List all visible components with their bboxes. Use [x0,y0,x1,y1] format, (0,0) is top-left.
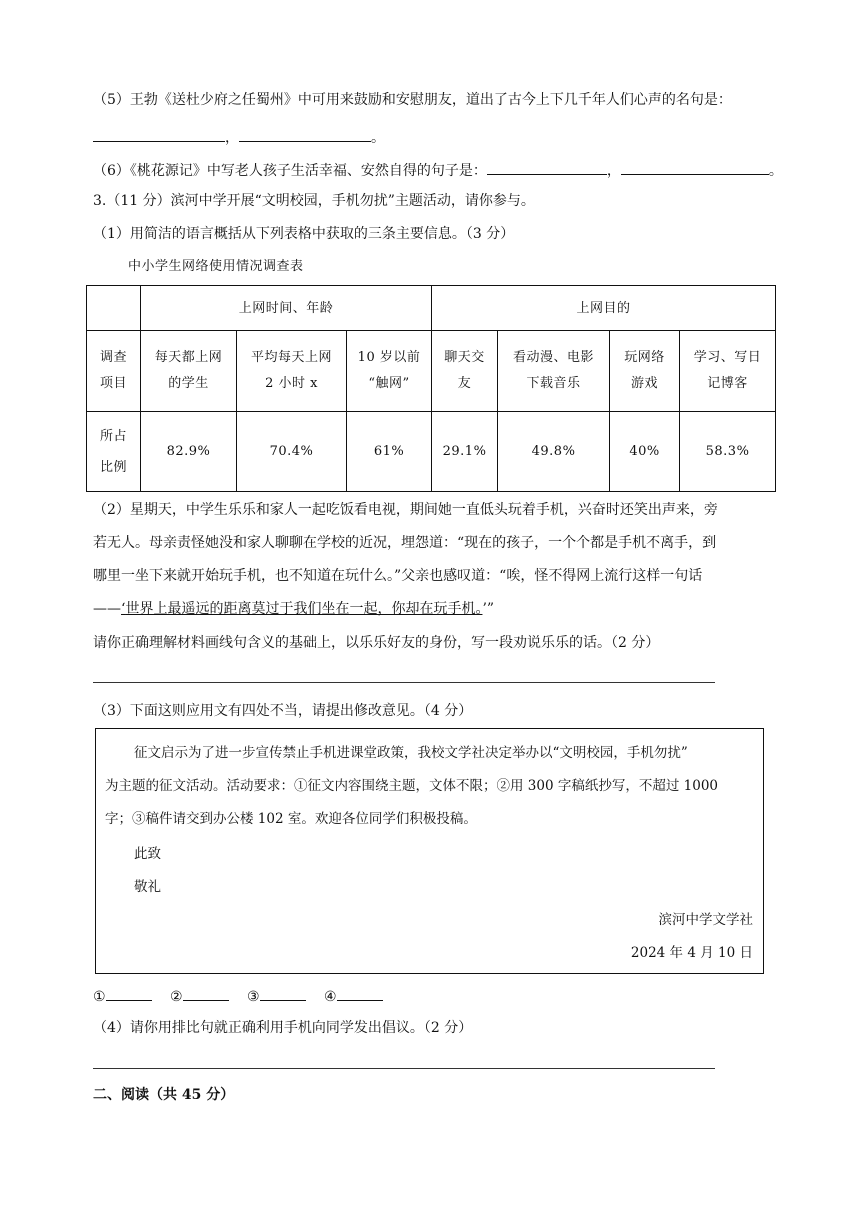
terminator: 。 [371,130,385,146]
table-title: 中小学生网络使用情况调查表 [128,259,304,274]
notice-box [95,728,764,974]
table-cell-value: 29.1% [432,412,498,492]
q3-sub2-task: 请你正确理解材料画线句含义的基础上，以乐乐好友的身份，写一段劝说乐乐的话。（2 分） [93,635,660,651]
q3-sub2-line1: （2）星期天，中学生乐乐和家人一起吃饭看电视，期间她一直低头玩着手机，兴奋时还笑出声来，旁 [93,502,718,518]
answer-blank[interactable] [106,986,152,1001]
answer-blanks-row [93,986,397,1006]
table-group-header: 上网目的 [432,286,776,331]
answer-line[interactable] [93,682,715,683]
dash: —— [93,601,121,617]
answer-blank[interactable] [487,160,607,175]
survey-table [86,285,776,492]
answer-blank[interactable] [183,986,229,1001]
notice-line: 征文启示为了进一步宣传禁止手机进课堂政策，我校文学社决定举办以“文明校园，手机勿扰” [134,745,688,761]
answer-mark: ① [93,989,106,1005]
q2-item6-text: （6）《桃花源记》中写老人孩子生活幸福、安然自得的句子是： [93,163,487,179]
notice-closing: 敬礼 [134,879,161,895]
answer-mark: ③ [247,989,260,1005]
table-cell-value: 70.4% [237,412,347,492]
table-column-header: 10 岁以前 “触网” [347,331,432,412]
table-cell-value: 61% [347,412,432,492]
answer-mark: ② [170,989,183,1005]
q3-sub2-line2: 若无人。母亲责怪她没和家人聊聊在学校的近况，埋怨道：“现在的孩子，一个个都是手机不离手，到 [93,535,717,551]
q2-item5-text: （5）王勃《送杜少府之任蜀州》中可用来鼓励和安慰朋友，道出了古今上下几千年人们心声的名句是： [93,92,732,108]
table-column-header: 学习、写日 记博客 [680,331,776,412]
table-group-header: 上网时间、年龄 [141,286,432,331]
q3-sub3: （3）下面这则应用文有四处不当，请提出修改意见。（4 分） [93,703,473,719]
answer-blank[interactable] [260,986,306,1001]
notice-date: 2024 年 4 月 10 日 [630,945,753,961]
answer-blank[interactable] [239,127,371,142]
section-heading: 二、阅读（共 45 分） [93,1087,235,1103]
table-cell-value: 82.9% [141,412,237,492]
quote-close: ’” [482,601,495,617]
notice-line: 为主题的征文活动。活动要求：①征文内容围绕主题，文体不限；②用 300 字稿纸抄写，不超过 1000 [105,778,718,794]
table-row-label: 调查 项目 [87,331,141,412]
terminator: 。 [768,163,783,179]
table-column-header: 玩网络 游戏 [610,331,680,412]
separator: ， [606,163,621,179]
table-cell-value: 58.3% [680,412,776,492]
table-column-header: 看动漫、电影 下载音乐 [498,331,610,412]
notice-line: 字；③稿件请交到办公楼 102 室。欢迎各位同学们积极投稿。 [105,811,477,827]
answer-line[interactable] [93,1068,715,1069]
q3-sub2-line3: 哪里一坐下来就开始玩手机，也不知道在玩什么。”父亲也感叹道：“唉，怪不得网上流行这样一句话 [93,568,703,584]
separator: ， [225,130,239,146]
q3-sub4: （4）请你用排比句就正确利用手机向同学发出倡议。（2 分） [93,1020,473,1036]
underlined-quote: 世界上最遥远的距离莫过于我们坐在一起，你却在玩手机。 [125,601,483,617]
table-row-label: 所占 比例 [87,412,141,492]
quote-open: ‘ [121,601,126,617]
table-cell-value: 40% [610,412,680,492]
answer-blank[interactable] [621,160,769,175]
q3-sub2-line4 [93,600,494,618]
table-column-header: 平均每天上网 2 小时 x [237,331,347,412]
table-cell-value: 49.8% [498,412,610,492]
table-column-header: 每天都上网 的学生 [141,331,237,412]
answer-blank[interactable] [337,986,383,1001]
q3-heading: 3.（11 分）滨河中学开展“文明校园，手机勿扰”主题活动，请你参与。 [93,193,535,209]
table-column-header: 聊天交 友 [432,331,498,412]
q2-item6 [93,160,783,180]
notice-closing: 此致 [134,846,161,862]
q2-item5-blanks [93,127,385,147]
answer-mark: ④ [324,989,337,1005]
notice-signature: 滨河中学文学社 [658,912,753,928]
table-corner-cell [87,286,141,331]
answer-blank[interactable] [93,127,225,142]
q3-sub1: （1）用简洁的语言概括从下列表格中获取的三条主要信息。（3 分） [93,226,515,242]
